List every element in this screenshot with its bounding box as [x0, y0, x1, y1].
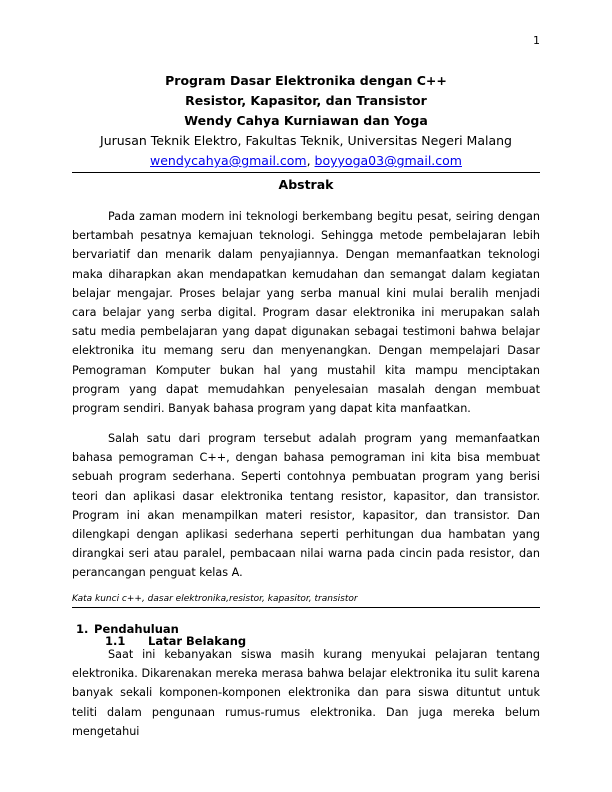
- abstract-paragraph-1: Pada zaman modern ini teknologi berkembang begitu pesat, seiring dengan bertambah pesatnya kemajuan teknologi. Sehingga metode pembelajaran lebih bervariatif dan menarik dalam penyajiannya. Dengan memanfaatkan teknologi maka diharapkan akan mendapatkan kemudahan dan semangat dalam kegiatan belajar mengajar. Proses belajar yang serba manual kini mulai beralih menjadi cara belajar yang serba digital. Program dasar elektronika ini merupakan salah satu media pembelajaran yang dapat digunakan sebagai testimoni bahwa belajar elektronika itu memang seru dan menyenangkan. Dengan mempelajari Dasar Pemograman Komputer bukan hal yang mustahil kita mampu menciptakan program yang dapat memudahkan penyelesaian masalah dengan membuat program sendiri. Banyak bahasa program yang dapat kita manfaatkan.: [72, 210, 540, 416]
- header-divider: [72, 172, 540, 173]
- email-link-1[interactable]: wendycahya@gmail.com: [150, 153, 307, 168]
- abstract-paragraph-2: Salah satu dari program tersebut adalah program yang memanfaatkan bahasa pemograman C++, dengan bahasa pemograman ini kita bisa membuat sebuah program sederhana. Seperti contohnya pembuatan program yang berisi teori dan aplikasi dasar elektronika tentang resistor, kapasitor, dan transistor. Program ini akan menampilkan materi resistor, kapasitor, dan transistor. Dan dilengkapi dengan aplikasi sederhana seperti perhitungan dua hambatan yang dirangkai seri atau paralel, pembacaan nilai warna pada cincin pada resistor, dan perancangan penguat kelas A.: [72, 432, 540, 580]
- title-block: [72, 71, 540, 171]
- section-number: 1.: [76, 622, 89, 636]
- subsection-number: 1.1: [105, 634, 126, 648]
- paper-title: Program Dasar Elektronika dengan C++: [165, 73, 447, 88]
- keywords: Kata kunci c++, dasar elektronika,resistor, kapasitor, transistor: [72, 594, 358, 604]
- email-separator: ,: [306, 153, 315, 168]
- paper-subtitle: Resistor, Kapasitor, dan Transistor: [185, 93, 427, 108]
- email-link-2[interactable]: boyyoga03@gmail.com: [314, 153, 462, 168]
- authors: Wendy Cahya Kurniawan dan Yoga: [184, 113, 428, 128]
- section-title: Pendahuluan: [94, 622, 179, 636]
- affiliation: Jurusan Teknik Elektro, Fakultas Teknik, Universitas Negeri Malang: [100, 133, 512, 148]
- keywords-divider: [72, 607, 540, 608]
- abstract-heading: Abstrak: [278, 177, 334, 192]
- subsection-title: Latar Belakang: [148, 634, 247, 648]
- section1-paragraph: Saat ini kebanyakan siswa masih kurang menyukai pelajaran tentang elektronika. Dikarenakan mereka merasa bahwa belajar elektronika itu sulit karena banyak sekali komponen-komponen elektronika dan para siswa dituntut untuk teliti dalam pengunaan rumus-rumus elektronika. Dan juga mereka belum mengetahui: [72, 648, 540, 738]
- author-emails: [72, 151, 540, 171]
- page-number: 1: [533, 34, 540, 47]
